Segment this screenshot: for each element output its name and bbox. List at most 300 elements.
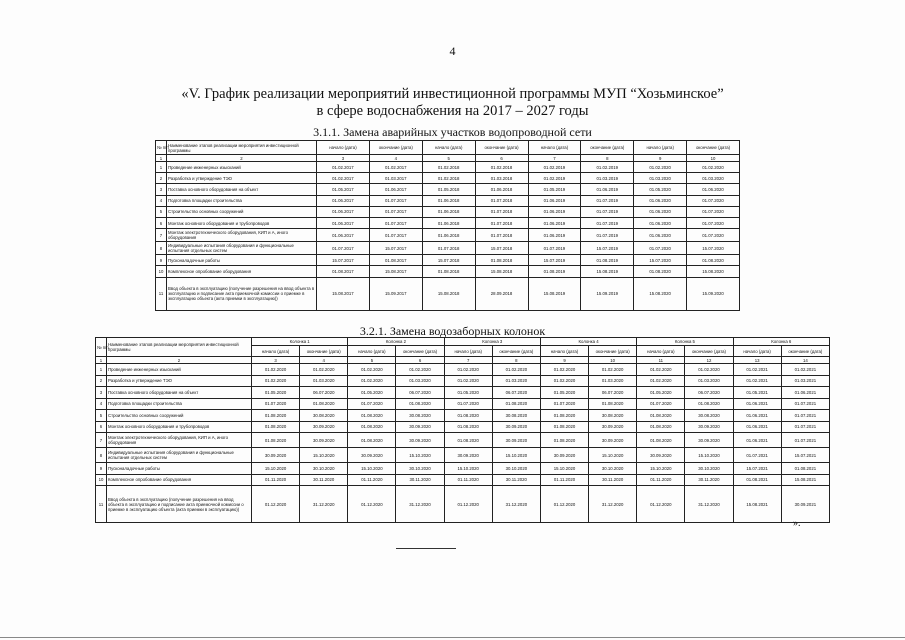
start-date: 01.05.2021 <box>733 387 781 399</box>
row-number: 8 <box>156 242 167 255</box>
end-date: 01.08.2020 <box>396 398 444 410</box>
end-date: 30.08.2020 <box>396 410 444 422</box>
start-date: 01.06.2018 <box>422 206 475 217</box>
start-date: 01.08.2020 <box>540 410 588 422</box>
column-number: 7 <box>528 155 581 162</box>
start-date: 01.06.2018 <box>422 229 475 242</box>
start-date: 01.02.2020 <box>637 375 685 387</box>
end-date: 01.06.2018 <box>475 184 528 195</box>
end-date: 01.07.2017 <box>369 195 422 206</box>
end-date: 01.08.2020 <box>300 398 348 410</box>
end-date: 01.06.2017 <box>369 184 422 195</box>
stage-name: Монтаж электротехнического оборудования, КИП и А, иного оборудования <box>167 229 317 242</box>
table-row <box>156 277 740 310</box>
start-date: 01.06.2018 <box>422 195 475 206</box>
end-date: 01.02.2020 <box>492 364 540 376</box>
start-date: 15.08.2021 <box>733 486 781 523</box>
start-date: 01.08.2020 <box>444 410 492 422</box>
start-date: 01.12.2020 <box>348 486 396 523</box>
start-date: 01.05.2018 <box>422 184 475 195</box>
document-subtitle: в сфере водоснабжения на 2017 – 2027 годы <box>316 103 589 119</box>
end-date: 30.08.2020 <box>492 410 540 422</box>
end-date: 15.10.2020 <box>589 448 637 463</box>
end-date: 30.09.2020 <box>685 421 733 433</box>
start-date: 01.06.2017 <box>317 206 370 217</box>
end-date: 01.07.2020 <box>687 195 740 206</box>
start-date: 15.10.2020 <box>540 463 588 475</box>
header-end: окончание (дата) <box>781 346 829 357</box>
start-date: 01.08.2020 <box>348 433 396 448</box>
row-number: 2 <box>96 375 107 387</box>
end-date: 15.10.2020 <box>492 448 540 463</box>
start-date: 01.08.2020 <box>348 410 396 422</box>
start-date: 01.06.2018 <box>422 217 475 228</box>
start-date: 01.06.2017 <box>317 195 370 206</box>
start-date: 01.08.2020 <box>444 421 492 433</box>
column-number: 8 <box>492 357 540 364</box>
end-date: 15.10.2020 <box>685 448 733 463</box>
start-date: 01.07.2020 <box>637 398 685 410</box>
group-header: Колонка 2 <box>348 338 444 346</box>
start-date: 01.07.2020 <box>540 398 588 410</box>
end-date: 01.08.2018 <box>475 255 528 266</box>
stage-name: Поставка основного оборудования на объект <box>107 387 252 399</box>
start-date: 01.02.2020 <box>637 364 685 376</box>
header-name: Наименование этапов реализации мероприятия инвестиционной программы <box>167 141 317 155</box>
start-date: 01.11.2020 <box>252 474 300 486</box>
row-number: 10 <box>156 266 167 277</box>
table-row <box>96 364 830 376</box>
table-row <box>156 217 740 228</box>
column-number: 4 <box>300 357 348 364</box>
column-number-row <box>96 357 830 364</box>
end-date: 01.02.2017 <box>369 162 422 173</box>
table-row <box>96 474 830 486</box>
end-date: 15.10.2020 <box>396 448 444 463</box>
start-date: 01.03.2020 <box>634 173 687 184</box>
row-number: 4 <box>156 195 167 206</box>
stage-name: Монтаж основного оборудования и трубопроводов <box>107 421 252 433</box>
section-title-pipes: 3.1.1. Замена аварийных участков водопроводной сети <box>313 125 592 139</box>
end-date: 30.08.2020 <box>685 410 733 422</box>
end-date: 01.08.2020 <box>687 255 740 266</box>
stage-name: Ввод объекта в эксплуатацию (получение разрешения на ввод объекта в эксплуатацию и подписание акта приемочной комиссии о приемке в эксплуатацию объекта (акта приемки в эксплуатацию)) <box>167 277 317 310</box>
page-edge-line <box>0 637 905 638</box>
table-row <box>156 184 740 195</box>
end-date: 31.12.2020 <box>492 486 540 523</box>
header-start: начало (дата) <box>733 346 781 357</box>
stage-name: Разработка и утверждение ТЭО <box>167 173 317 184</box>
end-date: 30.09.2020 <box>589 421 637 433</box>
start-date: 30.09.2020 <box>540 448 588 463</box>
end-date: 28.09.2018 <box>475 277 528 310</box>
start-date: 01.02.2017 <box>317 162 370 173</box>
section-title-columns: 3.2.1. Замена водозаборных колонок <box>359 324 546 338</box>
column-number: 7 <box>444 357 492 364</box>
row-number: 8 <box>96 448 107 463</box>
start-date: 01.06.2017 <box>317 229 370 242</box>
start-date: 01.08.2020 <box>252 410 300 422</box>
end-date: 01.02.2019 <box>581 162 634 173</box>
end-date: 15.10.2020 <box>300 448 348 463</box>
group-header: Колонка 6 <box>733 338 829 346</box>
end-date: 01.03.2021 <box>781 375 829 387</box>
end-date: 01.07.2017 <box>369 217 422 228</box>
start-date: 01.02.2020 <box>348 364 396 376</box>
start-date: 01.08.2020 <box>637 421 685 433</box>
stage-name: Монтаж электротехнического оборудования, КИП и А, иного оборудования <box>107 433 252 448</box>
end-date: 30.09.2020 <box>685 433 733 448</box>
start-date: 01.07.2021 <box>733 448 781 463</box>
column-number: 14 <box>781 357 829 364</box>
start-date: 01.07.2018 <box>422 242 475 255</box>
end-date: 01.02.2021 <box>781 364 829 376</box>
end-date: 01.08.2020 <box>685 398 733 410</box>
start-date: 01.02.2019 <box>528 173 581 184</box>
end-date: 30.09.2020 <box>492 421 540 433</box>
end-date: 15.08.2018 <box>475 266 528 277</box>
stage-name: Проведение инженерных изысканий <box>167 162 317 173</box>
column-number: 10 <box>589 357 637 364</box>
start-date: 01.02.2020 <box>252 364 300 376</box>
column-number: 1 <box>96 357 107 364</box>
column-number: 10 <box>687 155 740 162</box>
end-date: 30.09.2020 <box>396 421 444 433</box>
header-start: начало (дата) <box>422 141 475 155</box>
start-date: 15.08.2018 <box>422 277 475 310</box>
stage-name: Подготовка площадки строительства <box>107 398 252 410</box>
row-number: 11 <box>156 277 167 310</box>
header-start: начало (дата) <box>444 346 492 357</box>
start-date: 01.08.2020 <box>348 421 396 433</box>
start-date: 01.07.2019 <box>528 242 581 255</box>
end-date: 01.07.2018 <box>475 206 528 217</box>
row-number: 3 <box>156 184 167 195</box>
stage-name: Проведение инженерных изысканий <box>107 364 252 376</box>
stage-name: Строительство основных сооружений <box>167 206 317 217</box>
column-number: 3 <box>317 155 370 162</box>
header-end: окончание (дата) <box>581 141 634 155</box>
start-date: 01.02.2018 <box>422 173 475 184</box>
start-date: 01.08.2019 <box>528 266 581 277</box>
start-date: 01.11.2020 <box>540 474 588 486</box>
end-date: 01.07.2020 <box>687 229 740 242</box>
end-date: 31.12.2020 <box>396 486 444 523</box>
column-number: 5 <box>422 155 475 162</box>
start-date: 15.10.2020 <box>348 463 396 475</box>
end-date: 15.07.2017 <box>369 242 422 255</box>
table-row <box>156 255 740 266</box>
end-date: 15.08.2020 <box>687 266 740 277</box>
end-date: 01.03.2020 <box>396 375 444 387</box>
end-date: 01.03.2020 <box>687 173 740 184</box>
end-date: 06.07.2020 <box>685 387 733 399</box>
end-date: 01.02.2020 <box>687 162 740 173</box>
start-date: 01.07.2020 <box>252 398 300 410</box>
end-date: 30.10.2020 <box>300 463 348 475</box>
end-date: 01.07.2019 <box>581 195 634 206</box>
header-end: окончание (дата) <box>369 141 422 155</box>
start-date: 01.06.2021 <box>733 421 781 433</box>
end-date: 01.03.2018 <box>475 173 528 184</box>
start-date: 15.10.2020 <box>637 463 685 475</box>
column-number-row <box>156 155 740 162</box>
start-date: 01.02.2020 <box>540 364 588 376</box>
schedule-table-pipes <box>155 140 740 311</box>
header-start: начало (дата) <box>637 346 685 357</box>
end-date: 01.07.2020 <box>687 206 740 217</box>
stage-name: Монтаж основного оборудования и трубопроводов <box>167 217 317 228</box>
header-end: окончание (дата) <box>687 141 740 155</box>
stage-name: Комплексное опробование оборудования <box>107 474 252 486</box>
start-date: 01.05.2020 <box>540 387 588 399</box>
end-date: 01.08.2021 <box>781 463 829 475</box>
start-date: 01.11.2020 <box>348 474 396 486</box>
table-row <box>156 266 740 277</box>
stage-name: Индивидуальные испытания оборудования и функциональные испытания отдельных систем <box>107 448 252 463</box>
start-date: 01.08.2020 <box>540 433 588 448</box>
start-date: 01.06.2021 <box>733 410 781 422</box>
column-number: 8 <box>581 155 634 162</box>
start-date: 15.08.2019 <box>528 277 581 310</box>
table-row <box>96 433 830 448</box>
start-date: 15.10.2020 <box>252 463 300 475</box>
header-end: окончание (дата) <box>492 346 540 357</box>
header-num: № п/п <box>156 141 167 155</box>
header-end: окончание (дата) <box>475 141 528 155</box>
end-date: 15.08.2019 <box>581 266 634 277</box>
stage-name: Строительство основных сооружений <box>107 410 252 422</box>
start-date: 01.02.2018 <box>422 162 475 173</box>
table-row <box>156 229 740 242</box>
end-date: 01.03.2017 <box>369 173 422 184</box>
table-row <box>96 387 830 399</box>
table-row <box>96 486 830 523</box>
column-number: 4 <box>369 155 422 162</box>
end-date: 01.07.2020 <box>687 217 740 228</box>
start-date: 01.08.2020 <box>634 266 687 277</box>
start-date: 01.06.2021 <box>733 433 781 448</box>
start-date: 01.08.2021 <box>733 474 781 486</box>
end-date: 01.03.2020 <box>685 375 733 387</box>
start-date: 01.02.2021 <box>733 375 781 387</box>
start-date: 01.06.2019 <box>528 206 581 217</box>
group-header: Колонка 1 <box>252 338 348 346</box>
end-date: 01.07.2018 <box>475 195 528 206</box>
end-date: 01.02.2020 <box>685 364 733 376</box>
end-date: 06.07.2020 <box>396 387 444 399</box>
end-date: 01.02.2018 <box>475 162 528 173</box>
start-date: 15.07.2021 <box>733 463 781 475</box>
stage-name: Пусконаладочные работы <box>107 463 252 475</box>
end-date: 15.07.2018 <box>475 242 528 255</box>
end-date: 30.10.2020 <box>396 463 444 475</box>
end-date: 15.07.2019 <box>581 242 634 255</box>
start-date: 30.09.2020 <box>252 448 300 463</box>
column-number: 3 <box>252 357 300 364</box>
column-number: 12 <box>685 357 733 364</box>
end-date: 06.07.2020 <box>300 387 348 399</box>
table-row <box>156 242 740 255</box>
end-date: 30.09.2020 <box>300 433 348 448</box>
row-number: 1 <box>96 364 107 376</box>
column-number: 6 <box>475 155 528 162</box>
end-date: 01.07.2019 <box>581 217 634 228</box>
column-number: 2 <box>107 357 252 364</box>
start-date: 01.11.2020 <box>637 474 685 486</box>
schedule-table-columns <box>95 337 830 523</box>
end-date: 01.07.2018 <box>475 229 528 242</box>
column-number: 2 <box>167 155 317 162</box>
end-date: 15.09.2020 <box>687 277 740 310</box>
end-date: 31.12.2020 <box>300 486 348 523</box>
header-start: начало (дата) <box>634 141 687 155</box>
end-date: 15.07.2020 <box>687 242 740 255</box>
closing-quote: ». <box>793 518 801 529</box>
end-date: 01.06.2021 <box>781 387 829 399</box>
start-date: 01.12.2020 <box>637 486 685 523</box>
end-date: 01.07.2017 <box>369 229 422 242</box>
start-date: 30.09.2020 <box>637 448 685 463</box>
row-number: 7 <box>96 433 107 448</box>
start-date: 01.08.2020 <box>252 421 300 433</box>
end-date: 15.08.2017 <box>369 266 422 277</box>
end-date: 01.08.2020 <box>492 398 540 410</box>
group-header: Колонка 4 <box>540 338 636 346</box>
table-row <box>96 375 830 387</box>
end-date: 31.12.2020 <box>589 486 637 523</box>
start-date: 01.05.2020 <box>444 387 492 399</box>
row-number: 9 <box>96 463 107 475</box>
table-row <box>156 195 740 206</box>
start-date: 01.08.2020 <box>444 433 492 448</box>
column-number: 1 <box>156 155 167 162</box>
start-date: 01.07.2020 <box>348 398 396 410</box>
table-header-row <box>156 141 740 155</box>
end-date: 30.09.2021 <box>781 486 829 523</box>
start-date: 01.06.2020 <box>634 217 687 228</box>
start-date: 01.12.2020 <box>540 486 588 523</box>
start-date: 01.11.2020 <box>444 474 492 486</box>
row-number: 10 <box>96 474 107 486</box>
row-number: 2 <box>156 173 167 184</box>
row-number: 6 <box>96 421 107 433</box>
start-date: 15.08.2017 <box>317 277 370 310</box>
row-number: 5 <box>96 410 107 422</box>
end-date: 30.09.2020 <box>300 421 348 433</box>
start-date: 01.07.2020 <box>634 242 687 255</box>
end-date: 01.08.2017 <box>369 255 422 266</box>
header-end: окончание (дата) <box>589 346 637 357</box>
header-name: Наименование этапов реализации мероприятия инвестиционной программы <box>107 338 252 357</box>
stage-name: Подготовка площадки строительства <box>167 195 317 206</box>
page-number: 4 <box>449 44 456 58</box>
stage-name: Поставка основного оборудования на объект <box>167 184 317 195</box>
end-date: 01.02.2020 <box>300 364 348 376</box>
header-end: окончание (дата) <box>685 346 733 357</box>
start-date: 01.02.2021 <box>733 364 781 376</box>
row-number: 5 <box>156 206 167 217</box>
end-date: 30.11.2020 <box>685 474 733 486</box>
start-date: 01.08.2020 <box>540 421 588 433</box>
header-start: начало (дата) <box>317 141 370 155</box>
end-date: 30.09.2020 <box>589 433 637 448</box>
table-row <box>96 410 830 422</box>
start-date: 30.09.2020 <box>348 448 396 463</box>
end-date: 30.11.2020 <box>396 474 444 486</box>
start-date: 15.07.2020 <box>634 255 687 266</box>
start-date: 15.07.2017 <box>317 255 370 266</box>
start-date: 01.08.2020 <box>252 433 300 448</box>
header-end: окончание (дата) <box>300 346 348 357</box>
footer-divider <box>396 548 456 549</box>
end-date: 01.06.2020 <box>687 184 740 195</box>
start-date: 01.07.2020 <box>444 398 492 410</box>
start-date: 01.02.2020 <box>634 162 687 173</box>
row-number: 9 <box>156 255 167 266</box>
start-date: 01.12.2020 <box>444 486 492 523</box>
end-date: 01.07.2021 <box>781 410 829 422</box>
end-date: 01.03.2020 <box>492 375 540 387</box>
end-date: 01.07.2021 <box>781 398 829 410</box>
start-date: 01.05.2020 <box>637 387 685 399</box>
start-date: 01.02.2020 <box>348 375 396 387</box>
stage-name: Ввод объекта в эксплуатацию (получение разрешения на ввод объекта в эксплуатацию и подписание акта приемочной комиссии о приемке в эксплуатацию объекта (акта приемки в эксплуатацию)) <box>107 486 252 523</box>
start-date: 15.07.2019 <box>528 255 581 266</box>
stage-name: Разработка и утверждение ТЭО <box>107 375 252 387</box>
start-date: 01.06.2019 <box>528 195 581 206</box>
end-date: 01.03.2020 <box>589 375 637 387</box>
column-number: 9 <box>634 155 687 162</box>
start-date: 01.02.2017 <box>317 173 370 184</box>
header-start: начало (дата) <box>252 346 300 357</box>
end-date: 15.09.2017 <box>369 277 422 310</box>
end-date: 30.10.2020 <box>589 463 637 475</box>
start-date: 01.05.2017 <box>317 184 370 195</box>
start-date: 30.09.2020 <box>444 448 492 463</box>
start-date: 15.10.2020 <box>444 463 492 475</box>
end-date: 30.08.2020 <box>300 410 348 422</box>
start-date: 01.08.2020 <box>637 410 685 422</box>
end-date: 01.08.2019 <box>581 255 634 266</box>
end-date: 30.11.2020 <box>300 474 348 486</box>
header-start: начало (дата) <box>540 346 588 357</box>
table-row <box>96 463 830 475</box>
start-date: 15.08.2020 <box>634 277 687 310</box>
header-num: № п/п <box>96 338 107 357</box>
column-number: 6 <box>396 357 444 364</box>
row-number: 6 <box>156 217 167 228</box>
end-date: 30.08.2020 <box>589 410 637 422</box>
start-date: 01.06.2020 <box>634 195 687 206</box>
column-number: 9 <box>540 357 588 364</box>
start-date: 01.06.2019 <box>528 229 581 242</box>
table-row <box>156 206 740 217</box>
start-date: 01.08.2017 <box>317 266 370 277</box>
end-date: 01.07.2017 <box>369 206 422 217</box>
start-date: 01.06.2021 <box>733 398 781 410</box>
start-date: 01.05.2020 <box>634 184 687 195</box>
header-start: начало (дата) <box>528 141 581 155</box>
end-date: 30.11.2020 <box>589 474 637 486</box>
end-date: 31.12.2020 <box>685 486 733 523</box>
row-number: 4 <box>96 398 107 410</box>
start-date: 01.07.2017 <box>317 242 370 255</box>
end-date: 01.07.2019 <box>581 229 634 242</box>
stage-name: Пусконаладочные работы <box>167 255 317 266</box>
start-date: 01.08.2018 <box>422 266 475 277</box>
start-date: 01.02.2020 <box>444 364 492 376</box>
